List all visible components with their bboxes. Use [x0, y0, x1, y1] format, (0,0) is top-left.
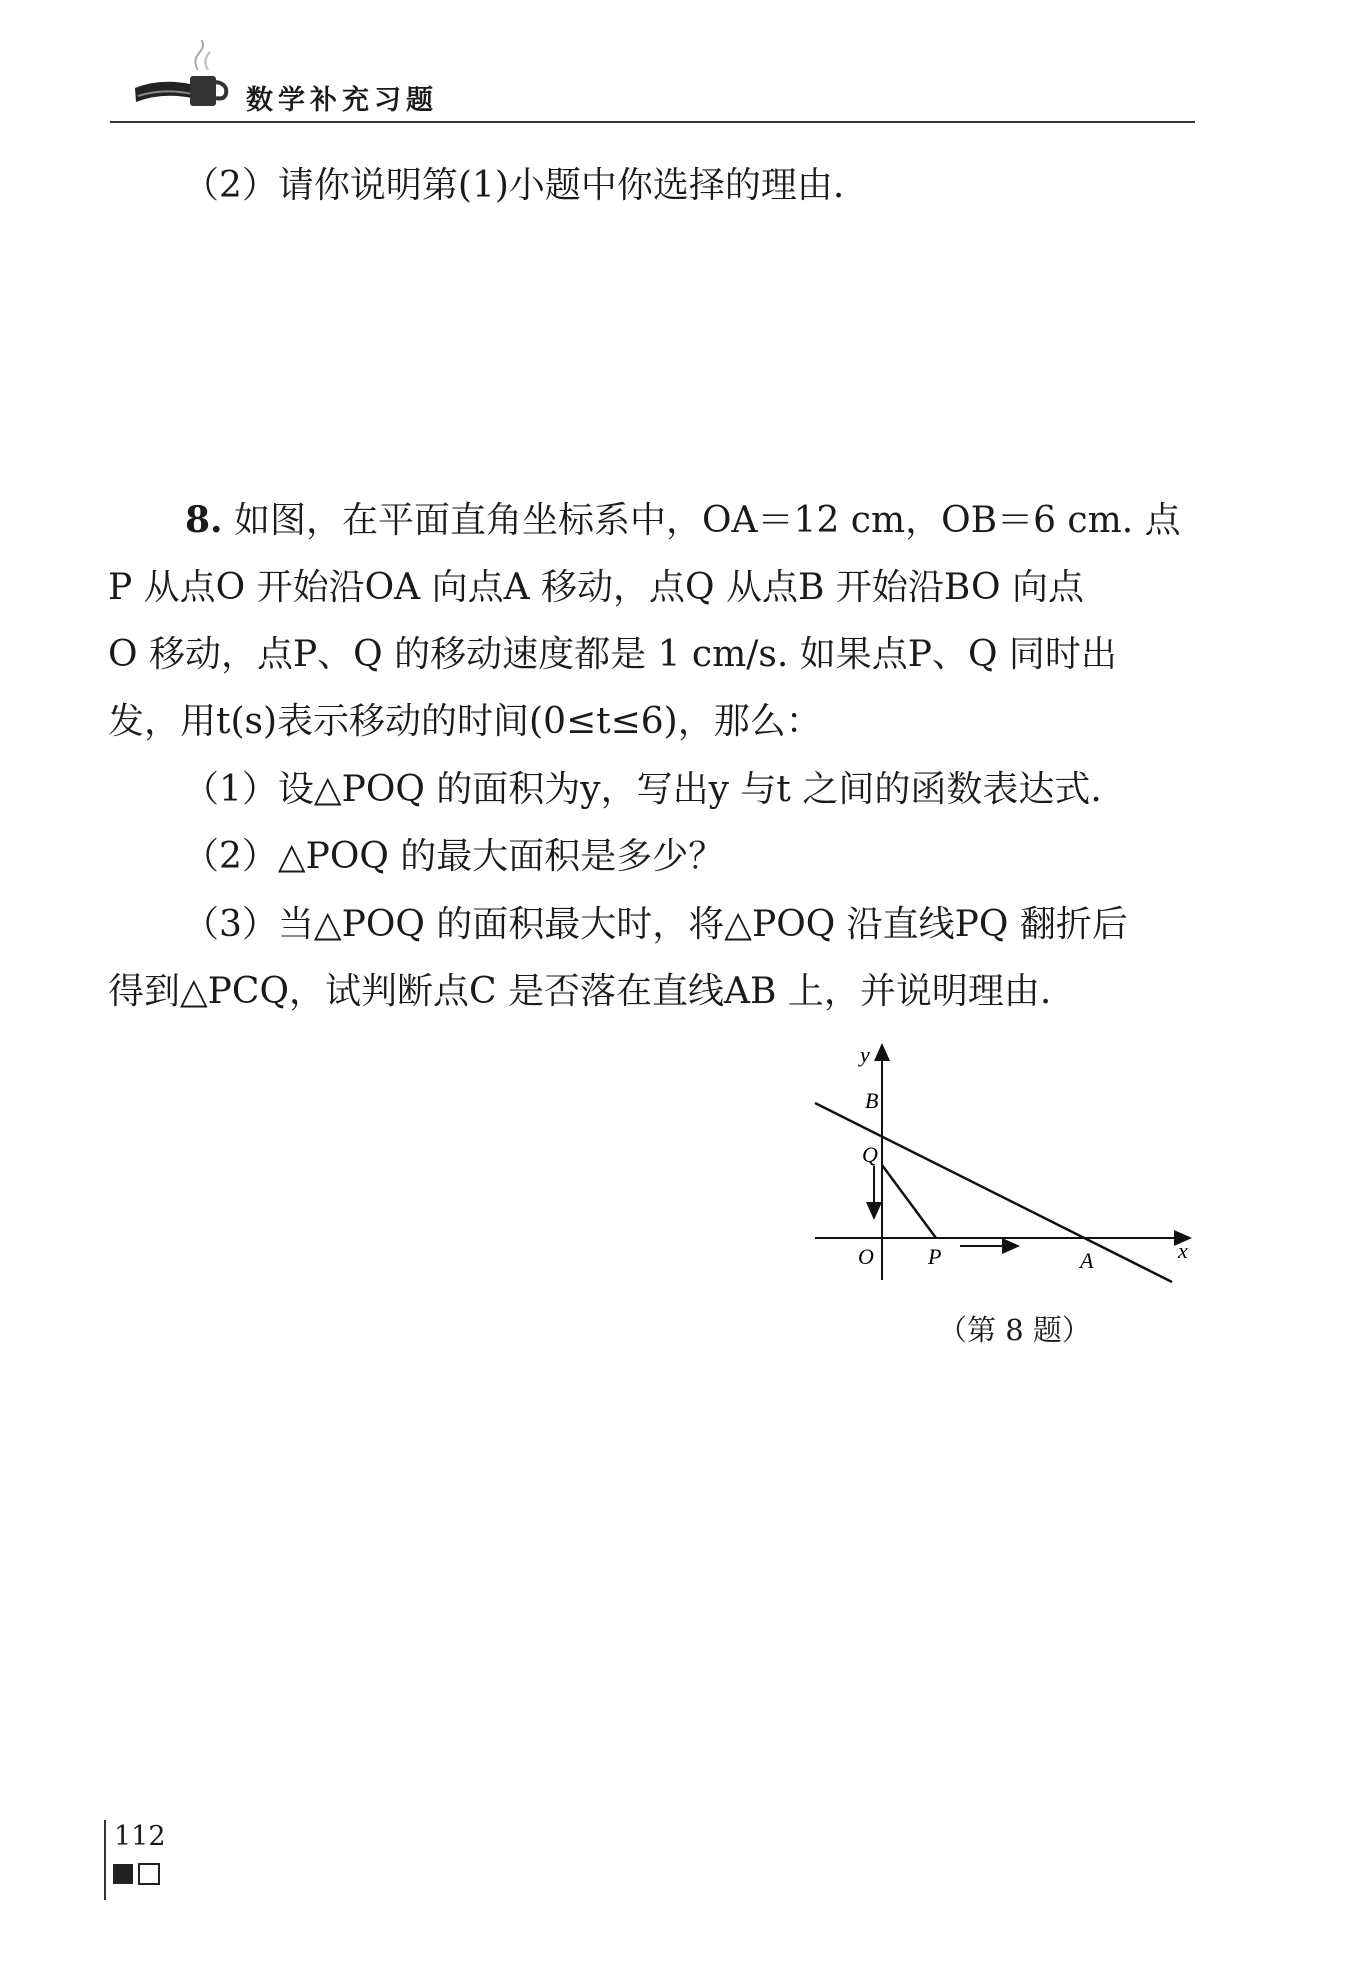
coordinate-figure [810, 1040, 1200, 1304]
segment-qp [882, 1165, 936, 1238]
label-o: O [858, 1244, 874, 1269]
label-b: B [865, 1088, 879, 1113]
book-and-mug-icon [130, 40, 240, 119]
footer-rule [104, 1820, 106, 1900]
question8-line1 [185, 498, 1181, 543]
label-p: P [928, 1244, 942, 1269]
sub-question-2: （2）△POQ 的最大面积是多少？ [183, 836, 725, 877]
prev-question-part2: （2）请你说明第(1)小题中你选择的理由. [183, 165, 845, 206]
question-text-line: 发，用t(s)表示移动的时间(0≤t≤6)，那么： [108, 701, 822, 742]
sub-question-3-cont: 得到△PCQ，试判断点C 是否落在直线AB 上，并说明理由. [108, 971, 1052, 1012]
page-marker-icon [112, 1862, 164, 1890]
label-y: y [860, 1042, 870, 1067]
header-divider [110, 121, 1195, 123]
sub-question-1: （1）设△POQ 的面积为y，写出y 与t 之间的函数表达式. [183, 769, 1102, 810]
label-x: x [1178, 1238, 1188, 1263]
figure-caption: （第 8 题） [938, 1313, 1091, 1347]
question-text-line: 如图，在平面直角坐标系中，OA＝12 cm，OB＝6 cm. 点 [234, 500, 1181, 541]
label-q: Q [862, 1142, 878, 1167]
question-text-line: O 移动，点P、Q 的移动速度都是 1 cm/s. 如果点P、Q 同时出 [108, 634, 1117, 675]
question-text-line: P 从点O 开始沿OA 向点A 移动，点Q 从点B 开始沿BO 向点 [108, 567, 1084, 608]
page-number: 112 [114, 1821, 166, 1852]
header-title: 数学补充习题 [246, 85, 438, 116]
question-number: 8. [185, 499, 223, 541]
sub-question-3: （3）当△POQ 的面积最大时，将△POQ 沿直线PQ 翻折后 [183, 904, 1128, 945]
label-a: A [1080, 1248, 1094, 1273]
